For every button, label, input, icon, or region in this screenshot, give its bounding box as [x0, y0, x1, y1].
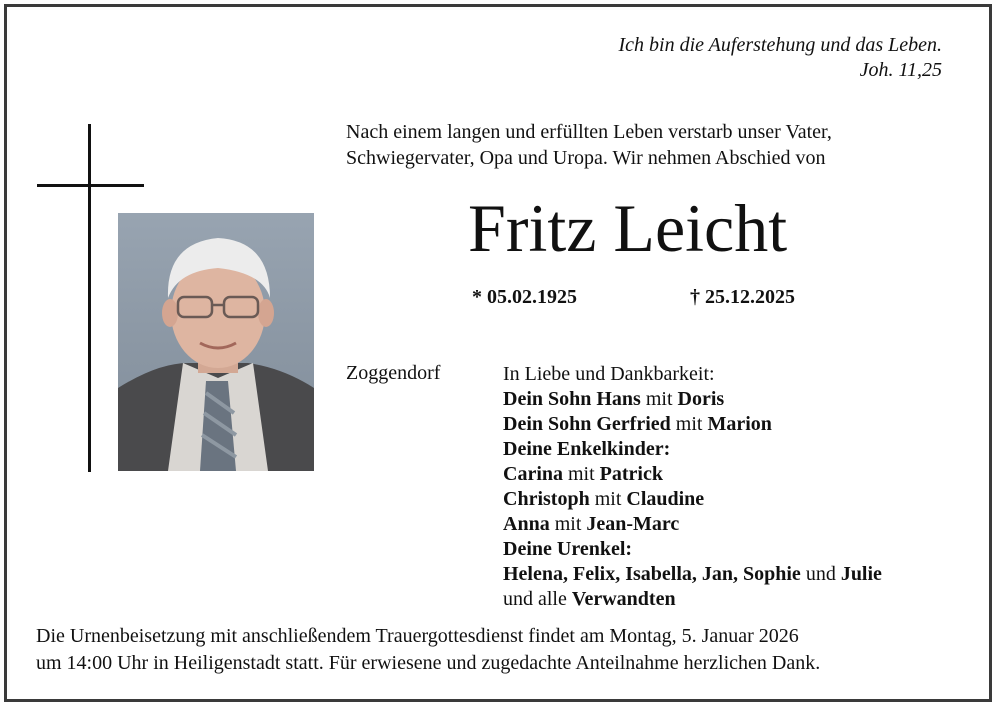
intro-line-1: Nach einem langen und erfüllten Leben verstarb unser Vater, — [346, 121, 832, 143]
quote-reference: Joh. 11,25 — [859, 59, 942, 81]
mourner-partner: Jean-Marc — [586, 513, 680, 535]
list-item — [503, 562, 882, 587]
mourner-partner: Marion — [707, 413, 772, 435]
list-item — [503, 587, 882, 612]
list-item — [503, 412, 882, 437]
joiner: und — [805, 563, 836, 585]
joiner: mit — [554, 513, 582, 535]
cross-icon — [88, 124, 91, 472]
funeral-info — [36, 623, 820, 677]
mourner-name: Christoph — [503, 488, 590, 510]
joiner: mit — [568, 463, 595, 485]
bible-quote — [619, 33, 942, 83]
joiner: mit — [645, 388, 673, 410]
list-item — [503, 387, 882, 412]
mourner-partner: Doris — [677, 388, 725, 410]
mourner-name: Dein Sohn Gerfried — [503, 413, 671, 435]
deceased-name: Fritz Leicht — [468, 190, 788, 266]
list-item — [503, 512, 882, 537]
intro-line-2: Schwiegervater, Opa und Uropa. Wir nehmen Abschied von — [346, 147, 826, 169]
mourner-partner: Claudine — [626, 488, 705, 510]
grandchildren-heading: Deine Enkelkinder: — [503, 438, 671, 460]
quote-text: Ich bin die Auferstehung und das Leben. — [618, 34, 942, 56]
great-grandchildren-heading: Deine Urenkel: — [503, 538, 633, 560]
cross-icon-bar — [37, 184, 144, 187]
joiner: mit — [594, 488, 622, 510]
funeral-info-line-2: um 14:00 Uhr in Heiligenstadt statt. Für erwiesene und zugedachte Anteilnahme herzlichen Dank. — [36, 652, 821, 674]
joiner: mit — [675, 413, 703, 435]
list-item — [503, 537, 882, 562]
list-item — [503, 462, 882, 487]
mourner-partner: Patrick — [599, 463, 663, 485]
mourners-heading: In Liebe und Dankbarkeit: — [503, 363, 715, 385]
relatives-label: Verwandten — [571, 588, 676, 610]
mourner-name: Dein Sohn Hans — [503, 388, 641, 410]
funeral-info-line-1: Die Urnenbeisetzung mit anschließendem Trauergottesdienst findet am Montag, 5. Januar 2026 — [36, 625, 799, 647]
place-name: Zoggendorf — [346, 362, 441, 384]
mourner-name: Julie — [840, 563, 882, 585]
list-item — [503, 487, 882, 512]
mourner-name: Anna — [503, 513, 550, 535]
relatives-prefix: und alle — [503, 588, 567, 610]
intro-text — [346, 119, 832, 171]
mourner-name: Carina — [503, 463, 563, 485]
list-item — [503, 437, 882, 462]
mourner-names: Helena, Felix, Isabella, Jan, Sophie — [503, 563, 801, 585]
mourners-list — [503, 362, 882, 612]
death-date: † 25.12.2025 — [690, 286, 795, 308]
birth-date: * 05.02.1925 — [472, 286, 577, 308]
portrait-photo — [118, 213, 314, 471]
